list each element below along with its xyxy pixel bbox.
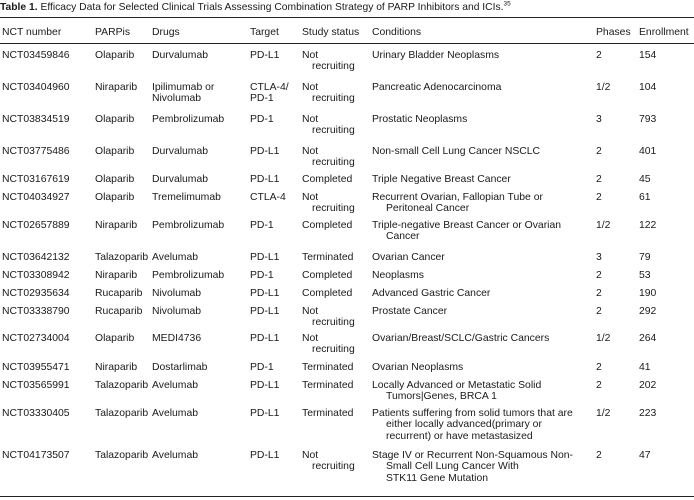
column-header-parpis: PARPis <box>95 27 131 38</box>
target-line: PD-L1 <box>250 380 280 391</box>
enrollment-cell: 223 <box>639 408 657 419</box>
study-status-line: recruiting <box>312 461 355 473</box>
parpis-cell: Talazoparib <box>95 408 149 419</box>
conditions-line: STK11 Gene Mutation <box>386 472 489 484</box>
drugs-cell <box>152 270 224 281</box>
conditions-line: Locally Advanced or Metastatic Solid <box>372 380 542 391</box>
phases-cell: 2 <box>596 450 602 461</box>
column-header-enrollment: Enrollment <box>639 27 689 38</box>
nct-number-cell: NCT03642132 <box>2 252 70 263</box>
conditions-line: Urinary Bladder Neoplasms <box>372 50 500 61</box>
parpis-cell: Niraparib <box>95 220 138 231</box>
target-line: PD-1 <box>250 114 274 125</box>
study-status-cell <box>302 50 355 73</box>
nct-number-cell: NCT03308942 <box>2 270 70 281</box>
drugs-cell <box>152 362 207 373</box>
enrollment-cell: 104 <box>639 82 657 93</box>
phases-cell: 2 <box>596 380 602 391</box>
conditions-line: Stage IV or Recurrent Non-Squamous Non- <box>372 450 573 461</box>
study-status-line: Not <box>302 192 319 203</box>
conditions-line: Pancreatic Adenocarcinoma <box>372 82 502 93</box>
nct-number-cell: NCT03338790 <box>2 306 70 317</box>
target-cell <box>250 114 274 125</box>
target-cell <box>250 306 279 317</box>
target-line: CTLA-4/ <box>250 82 289 93</box>
drugs-cell <box>152 146 208 157</box>
enrollment-cell: 190 <box>639 288 657 299</box>
enrollment-cell: 79 <box>639 252 651 263</box>
enrollment-cell: 47 <box>639 450 651 461</box>
conditions-line: Cancer <box>386 231 420 243</box>
parpis-cell: Olaparib <box>95 174 135 185</box>
target-line: PD-L1 <box>250 146 280 157</box>
conditions-cell <box>372 306 447 317</box>
target-line: PD-L1 <box>250 174 280 185</box>
target-cell <box>250 270 274 281</box>
parpis-cell: Talazoparib <box>95 252 149 263</box>
drugs-cell <box>152 220 224 231</box>
drugs-line: Nivolumab <box>152 288 202 299</box>
conditions-line: Non-small Cell Lung Cancer NSCLC <box>372 146 541 157</box>
nct-number-cell: NCT03834519 <box>2 114 70 125</box>
nct-number-cell: NCT02935634 <box>2 288 70 299</box>
target-cell <box>250 252 279 263</box>
column-header-study-status: Study status <box>302 27 360 38</box>
enrollment-cell: 292 <box>639 306 657 317</box>
conditions-line: Prostatic Neoplasms <box>372 114 468 125</box>
drugs-cell <box>152 252 198 263</box>
target-cell <box>250 50 279 61</box>
conditions-cell <box>372 174 511 185</box>
target-cell <box>250 333 279 344</box>
conditions-line: Ovarian Neoplasms <box>372 362 464 373</box>
target-cell <box>250 146 279 157</box>
conditions-cell <box>372 408 573 442</box>
phases-cell: 2 <box>596 174 602 185</box>
study-status-cell <box>302 288 352 299</box>
conditions-line: Triple Negative Breast Cancer <box>372 174 511 185</box>
nct-number-cell: NCT03167619 <box>2 174 70 185</box>
caption-text: Efficacy Data for Selected Clinical Trials Assessing Combination Strategy of PARP Inhibitors and ICIs. <box>40 2 504 13</box>
conditions-line: Patients suffering from solid tumors that are <box>372 408 573 419</box>
phases-cell: 1/2 <box>596 333 611 344</box>
study-status-cell <box>302 450 355 473</box>
conditions-cell <box>372 114 467 125</box>
phases-cell: 2 <box>596 270 602 281</box>
enrollment-cell: 122 <box>639 220 657 231</box>
conditions-line: Peritoneal Cancer <box>386 203 470 215</box>
nct-number-cell: NCT04034927 <box>2 192 70 203</box>
target-line: PD-L1 <box>250 408 280 419</box>
drugs-cell <box>152 192 221 203</box>
drugs-line: Durvalumab <box>152 50 209 61</box>
target-line: PD-1 <box>250 362 274 373</box>
conditions-cell <box>372 288 490 299</box>
study-status-cell <box>302 362 353 373</box>
column-header-phases: Phases <box>596 27 631 38</box>
study-status-line: recruiting <box>312 125 355 137</box>
nct-number-cell: NCT03775486 <box>2 146 70 157</box>
phases-cell: 2 <box>596 192 602 203</box>
parpis-cell: Talazoparib <box>95 450 149 461</box>
conditions-line: Small Cell Lung Cancer With <box>386 461 519 473</box>
study-status-cell <box>302 306 355 329</box>
parpis-cell: Olaparib <box>95 114 135 125</box>
conditions-line: Tumors|Genes, BRCA 1 <box>386 391 497 403</box>
drugs-line: Pembrolizumab <box>152 270 225 281</box>
drugs-line: Durvalumab <box>152 146 209 157</box>
drugs-line: MEDI4736 <box>152 333 202 344</box>
drugs-cell <box>152 114 224 125</box>
caption-label: Table 1. <box>0 2 38 13</box>
study-status-line: Not <box>302 114 319 125</box>
conditions-line: Recurrent Ovarian, Fallopian Tube or <box>372 192 543 203</box>
drugs-cell <box>152 50 208 61</box>
study-status-line: Terminated <box>302 252 354 263</box>
study-status-line: Completed <box>302 270 353 281</box>
target-line: PD-L1 <box>250 288 280 299</box>
study-status-line: Not <box>302 146 319 157</box>
study-status-cell <box>302 146 355 169</box>
study-status-cell <box>302 333 355 356</box>
drugs-line: Dostarlimab <box>152 362 208 373</box>
target-line: PD-L1 <box>250 252 280 263</box>
enrollment-cell: 45 <box>639 174 651 185</box>
parpis-cell: Rucaparib <box>95 288 143 299</box>
study-status-line: Terminated <box>302 408 354 419</box>
target-line: PD-1 <box>250 220 274 231</box>
study-status-line: recruiting <box>312 203 355 215</box>
conditions-line: Advanced Gastric Cancer <box>372 288 491 299</box>
target-cell <box>250 408 279 419</box>
study-status-line: Not <box>302 82 319 93</box>
phases-cell: 1/2 <box>596 82 611 93</box>
parpis-cell: Talazoparib <box>95 380 149 391</box>
drugs-cell <box>152 380 198 391</box>
study-status-line: Terminated <box>302 362 354 373</box>
study-status-line: recruiting <box>312 317 355 329</box>
table-top-rule <box>0 17 694 18</box>
target-cell <box>250 192 286 203</box>
nct-number-cell: NCT03404960 <box>2 82 70 93</box>
drugs-line: Avelumab <box>152 252 199 263</box>
conditions-line: Prostate Cancer <box>372 306 448 317</box>
nct-number-cell: NCT02734004 <box>2 333 70 344</box>
nct-number-cell: NCT03459846 <box>2 50 70 61</box>
parpis-cell: Rucaparib <box>95 306 143 317</box>
phases-cell: 2 <box>596 146 602 157</box>
study-status-line: Not <box>302 450 319 461</box>
conditions-cell <box>372 146 540 157</box>
column-header-nct-number: NCT number <box>2 27 62 38</box>
target-cell <box>250 362 274 373</box>
parpis-cell: Olaparib <box>95 192 135 203</box>
conditions-line: recurrent) or have metastasized <box>386 430 533 442</box>
study-status-line: Terminated <box>302 380 354 391</box>
conditions-cell <box>372 380 541 403</box>
drugs-line: Nivolumab <box>152 306 202 317</box>
target-cell <box>250 288 279 299</box>
nct-number-cell: NCT03955471 <box>2 362 70 373</box>
nct-number-cell: NCT02657889 <box>2 220 70 231</box>
enrollment-cell: 264 <box>639 333 657 344</box>
conditions-cell <box>372 50 499 61</box>
study-status-line: Completed <box>302 288 353 299</box>
phases-cell: 2 <box>596 50 602 61</box>
phases-cell: 2 <box>596 288 602 299</box>
conditions-cell <box>372 82 501 93</box>
phases-cell: 2 <box>596 362 602 373</box>
parpis-cell: Niraparib <box>95 362 138 373</box>
column-header-target: Target <box>250 27 279 38</box>
drugs-line: Nivolumab <box>152 93 202 105</box>
conditions-line: Neoplasms <box>372 270 424 281</box>
enrollment-cell: 61 <box>639 192 651 203</box>
target-line: PD-L1 <box>250 450 280 461</box>
study-status-cell <box>302 192 355 215</box>
conditions-cell <box>372 270 424 281</box>
enrollment-cell: 202 <box>639 380 657 391</box>
drugs-line: Durvalumab <box>152 174 209 185</box>
study-status-line: Completed <box>302 174 353 185</box>
study-status-cell <box>302 114 355 137</box>
study-status-line: Not <box>302 306 319 317</box>
table-header-rule <box>0 43 694 44</box>
phases-cell: 2 <box>596 306 602 317</box>
study-status-cell <box>302 82 355 105</box>
enrollment-cell: 41 <box>639 362 651 373</box>
conditions-line: Ovarian Cancer <box>372 252 445 263</box>
study-status-cell <box>302 174 352 185</box>
parpis-cell: Niraparib <box>95 82 138 93</box>
study-status-line: Not <box>302 50 319 61</box>
nct-number-cell: NCT03330405 <box>2 408 70 419</box>
target-line: PD-1 <box>250 93 274 105</box>
parpis-cell: Olaparib <box>95 333 135 344</box>
column-header-drugs: Drugs <box>152 27 180 38</box>
enrollment-cell: 53 <box>639 270 651 281</box>
parpis-cell: Niraparib <box>95 270 138 281</box>
conditions-line: Triple-negative Breast Cancer or Ovarian <box>372 220 562 231</box>
drugs-cell <box>152 306 201 317</box>
table-caption <box>0 2 511 13</box>
parpis-cell: Olaparib <box>95 146 135 157</box>
drugs-line: Pembrolizumab <box>152 114 225 125</box>
enrollment-cell: 793 <box>639 114 657 125</box>
study-status-cell <box>302 270 352 281</box>
drugs-cell <box>152 408 198 419</box>
nct-number-cell: NCT03565991 <box>2 380 70 391</box>
target-line: PD-1 <box>250 270 274 281</box>
study-status-cell <box>302 380 353 391</box>
drugs-line: Avelumab <box>152 450 199 461</box>
conditions-cell <box>372 192 543 215</box>
caption-reference: 35 <box>503 0 511 8</box>
study-status-line: recruiting <box>312 344 355 356</box>
target-cell <box>250 220 274 231</box>
drugs-cell <box>152 450 198 461</box>
nct-number-cell: NCT04173507 <box>2 450 70 461</box>
parpis-cell: Olaparib <box>95 50 135 61</box>
drugs-line: Avelumab <box>152 380 199 391</box>
conditions-cell <box>372 450 573 484</box>
drugs-cell <box>152 288 201 299</box>
column-header-conditions: Conditions <box>372 27 422 38</box>
study-status-line: Not <box>302 333 319 344</box>
drugs-line: Ipilimumab or <box>152 82 215 93</box>
drugs-line: Pembrolizumab <box>152 220 225 231</box>
conditions-cell <box>372 252 445 263</box>
target-line: PD-L1 <box>250 333 280 344</box>
drugs-line: Avelumab <box>152 408 199 419</box>
drugs-cell <box>152 174 208 185</box>
conditions-cell <box>372 333 549 344</box>
conditions-cell <box>372 362 463 373</box>
target-cell <box>250 82 289 105</box>
enrollment-cell: 154 <box>639 50 657 61</box>
phases-cell: 1/2 <box>596 408 611 419</box>
study-status-line: recruiting <box>312 157 355 169</box>
enrollment-cell: 401 <box>639 146 657 157</box>
target-line: PD-L1 <box>250 50 280 61</box>
conditions-line: Ovarian/Breast/SCLC/Gastric Cancers <box>372 333 550 344</box>
target-line: PD-L1 <box>250 306 280 317</box>
study-status-line: Completed <box>302 220 353 231</box>
study-status-cell <box>302 220 352 231</box>
target-line: CTLA-4 <box>250 192 286 203</box>
target-cell <box>250 174 279 185</box>
target-cell <box>250 380 279 391</box>
study-status-cell <box>302 408 353 419</box>
drugs-cell <box>152 333 201 344</box>
drugs-line: Tremelimumab <box>152 192 221 203</box>
phases-cell: 3 <box>596 114 602 125</box>
phases-cell: 3 <box>596 252 602 263</box>
conditions-cell <box>372 220 561 243</box>
study-status-line: recruiting <box>312 93 355 105</box>
study-status-line: recruiting <box>312 61 355 73</box>
drugs-cell <box>152 82 214 105</box>
conditions-line: either locally advanced(primary or <box>386 419 542 431</box>
table-bottom-rule <box>0 496 694 497</box>
study-status-cell <box>302 252 353 263</box>
target-cell <box>250 450 279 461</box>
phases-cell: 1/2 <box>596 220 611 231</box>
